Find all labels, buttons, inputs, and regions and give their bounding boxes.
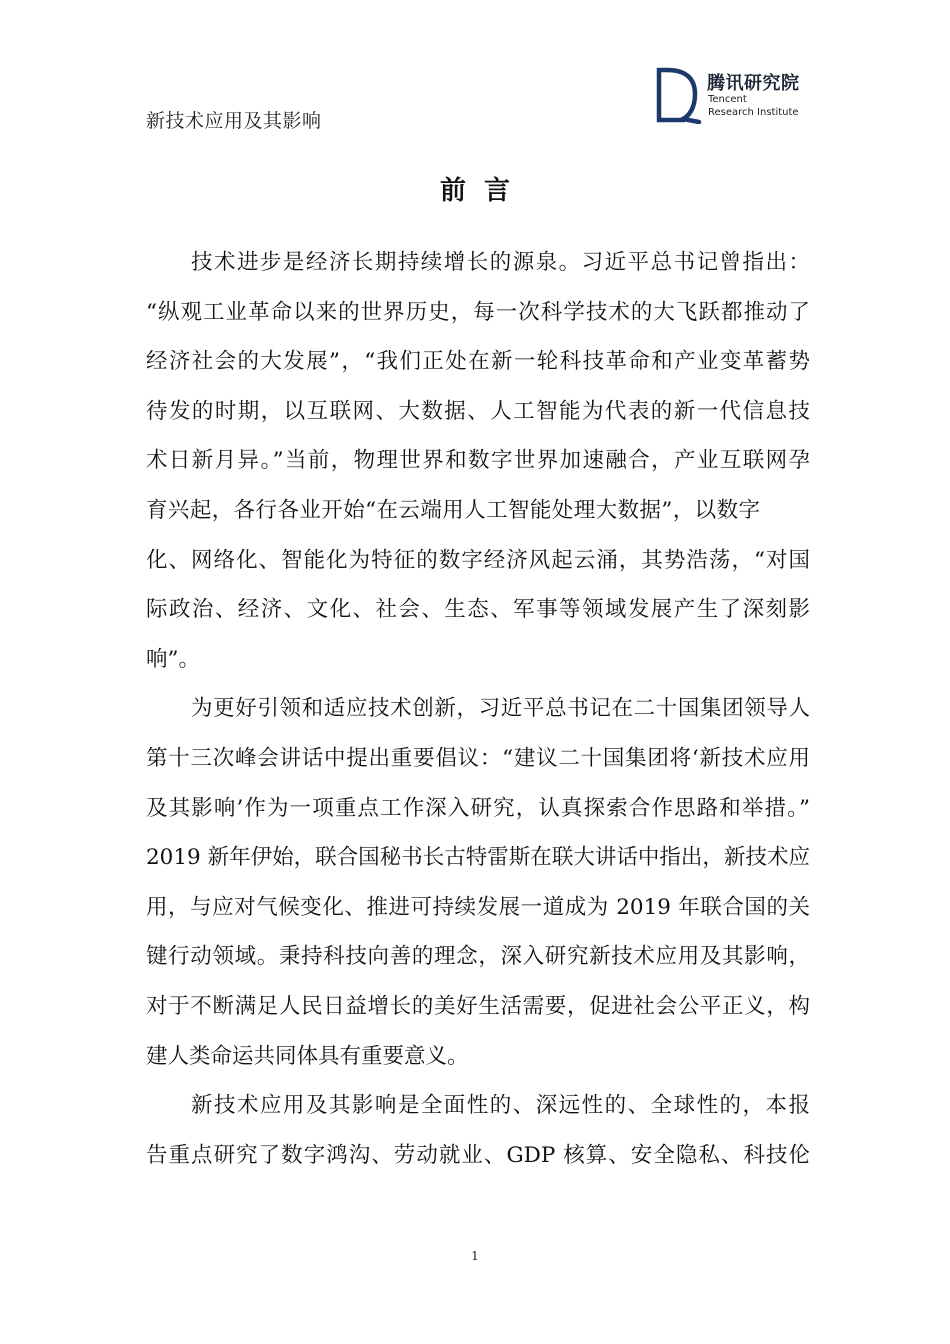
body-line: 待发的时期，以互联网、大数据、人工智能为代表的新一代信息技 <box>146 398 810 424</box>
body-text <box>146 246 810 1188</box>
body-line: 际政治、经济、文化、社会、生态、军事等领域发展产生了深刻影 <box>146 597 810 623</box>
tencent-research-institute-logo <box>655 66 825 124</box>
body-line: 及其影响’作为一项重点工作深入研究，认真探索合作思路和举措。” <box>146 795 810 821</box>
body-line: 键行动领域。秉持科技向善的理念，深入研究新技术应用及其影响， <box>146 944 810 970</box>
body-line: 化、网络化、智能化为特征的数字经济风起云涌，其势浩荡，“对国 <box>146 547 810 573</box>
body-line: 第十三次峰会讲话中提出重要倡议：“建议二十国集团将‘新技术应用 <box>146 745 810 771</box>
body-line: 为更好引领和适应技术创新，习近平总书记在二十国集团领导人 <box>191 696 810 722</box>
logo-name-english-line1: Tencent <box>708 94 747 105</box>
body-line: 经济社会的大发展”，“我们正处在新一轮科技革命和产业变革蓄势 <box>146 349 810 375</box>
body-line: 技术进步是经济长期持续增长的源泉。习近平总书记曾指出： <box>191 250 810 275</box>
body-line: 告重点研究了数字鸿沟、劳动就业、GDP 核算、安全隐私、科技伦 <box>146 1142 810 1168</box>
document-header-title: 新技术应用及其影响 <box>146 110 322 132</box>
body-line: 用，与应对气候变化、推进可持续发展一道成为 2019 年联合国的关 <box>146 894 810 920</box>
body-line: 育兴起，各行各业开始“在云端用人工智能处理大数据”，以数字 <box>146 497 760 523</box>
body-line: 对于不断满足人民日益增长的美好生活需要，促进社会公平正义，构 <box>146 993 810 1019</box>
body-line: 建人类命运共同体具有重要意义。 <box>146 1043 469 1069</box>
logo-name-english-line2: Research Institute <box>708 107 799 118</box>
section-title: 前 言 <box>439 176 511 206</box>
body-line: 术日新月异。”当前，物理世界和数字世界加速融合，产业互联网孕 <box>146 448 810 474</box>
body-line: “纵观工业革命以来的世界历史，每一次科学技术的大飞跃都推动了 <box>146 299 810 325</box>
page-number: 1 <box>471 1249 479 1263</box>
body-line: 2019 新年伊始，联合国秘书长古特雷斯在联大讲话中指出，新技术应 <box>146 845 810 871</box>
tencent-logo-mark-icon <box>655 66 703 124</box>
body-line: 响”。 <box>146 646 200 672</box>
body-line: 新技术应用及其影响是全面性的、深远性的、全球性的，本报 <box>191 1093 810 1119</box>
logo-name-chinese: 腾讯研究院 <box>707 73 800 94</box>
